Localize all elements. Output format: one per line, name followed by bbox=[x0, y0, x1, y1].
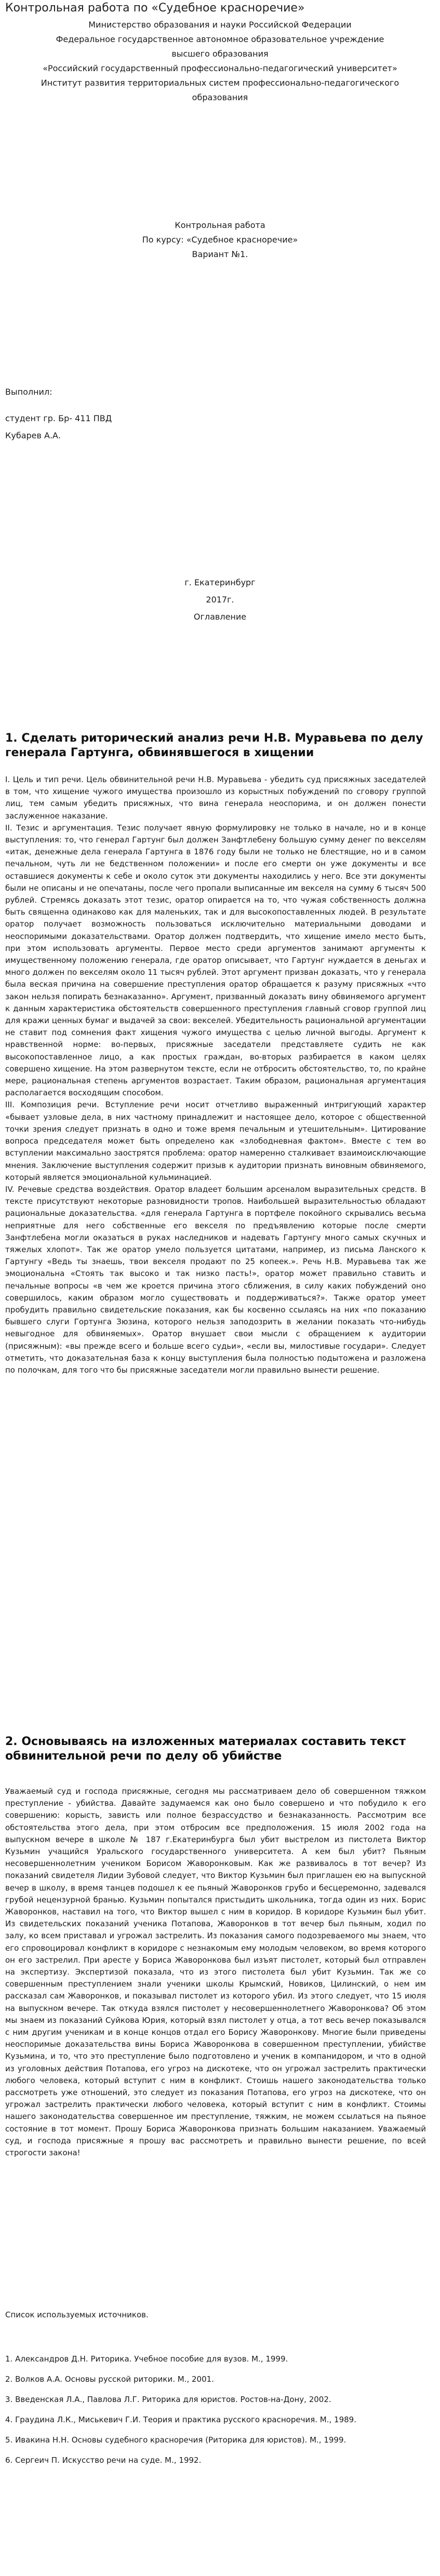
header-line: Федеральное государственное автономное образовательное учреждение bbox=[56, 34, 384, 44]
reference-item: 4. Граудина Л.К., Миськевич Г.И. Теория и практика русского красноречия. М., 1989. bbox=[5, 2415, 356, 2424]
city: г. Екатеринбург bbox=[184, 578, 256, 587]
author-name: Кубарев А.А. bbox=[5, 431, 61, 440]
place-year-block bbox=[5, 574, 435, 625]
reference-item: 5. Ивакина Н.Н. Основы судебного красноречия (Риторика для юристов). М., 1999. bbox=[5, 2435, 346, 2445]
table-of-contents-label: Оглавление bbox=[193, 612, 247, 622]
references-block bbox=[5, 2309, 426, 2475]
paragraph: IV. Речевые средства воздействия. Оратор владеет большим арсеналом выразительных средств. В тексте присутствуют некоторые разновидности тропов. Наибольшей выразительностью обладают рациональные доказательства. «для генерала Гартунга в портфеле покойного скрывались весьма неприятные для него собственные его векселя по предъявлению которые после смерти Занфтлебена могли оказаться в руках наследников и надевать Гартунгу много самых скучных и тяжелых хлопот». Так же оратор умело пользуется цитатами, например, из письма Ланского к Гартунгу «Ведь ты знаешь, твои векселя продают по 25 копеек.». Речь Н.В. Муравьева так же эмоциональна «Стоять так высоко и так низко пасть!», оратор может правильно ставить и печальные вопросы «в чем же кроется причина этого сближения, в силу каких побуждений оно совершилось, каким образом могло существовать и поддерживаться?». Также оратор умеет пробудить правильно свидетельские показания, как бы косвенно ссылаясь на них «по показанию бывшего слуги Гортунга Зюзина, которого нельзя заподозрить в желании показать что-нибудь невыгодное для обвиняемых». Оратор внушает свои мысли с обращением к аудитории (присяжным): «вы прежде всего и больше всего судьи», «если вы, милостивые государи». Следует отметить, что доказательная база к концу выступления была полностью подытожена и разложена по полочкам, для того что бы присяжные заседатели могли правильно вынести решение. bbox=[5, 1184, 426, 1375]
section-1-body bbox=[5, 774, 426, 1376]
course-name: По курсу: «Судебное красноречие» bbox=[142, 235, 298, 245]
header-line: Министерство образования и науки Российской Федерации bbox=[88, 20, 352, 30]
paragraph: II. Тезис и аргументация. Тезис получает явную формулировку не только в начале, но и в конце выступления: то, что генерал Гартунг был должен Занфтлебену большую сумму денег по векселям «итак, денежные дела генерала Гартунга в 1876 году были не только не блестящие, но и в самом печальном, чуть ли не бедственном положении» и после его смерти он уже документы и все оставшиеся документы к себе и около суток эти документы находились у него. Все эти документы были не описаны и не опечатаны, после чего пропали выписанные им векселя на сумму 6 тысяч 500 рублей. Стремясь доказать этот тезис, оратор опирается на то, что чужая собственность должна быть священна одинаково как для маленьких, так и для высокопоставленных людей. В результате оратор получает возможность пользоваться исключительно материальными доводами и неоспоримыми доказательствами. Оратор должен подтвердить, что хищение имело место быть, при этом использовать аргументы. Первое место среди аргументов занимают аргументы к имущественному положению генерала, где оратор описывает, что Гартунг нуждается в деньгах и много должен по векселям около 11 тысяч рублей. Этот аргумент призван доказать, что у генерала была веская причина на совершение преступления оратор обращается к разуму присяжных «что закон нельзя попирать безнаказанно». Аргумент, призванный доказать вину обвиняемого аргумент к данным характеристика обстоятельств совершенного преступления главный сговор группой лиц для кражи ценных бумаг и выдачей за свои: векселей. Убедительность рациональной аргументации не ставит под сомнения факт хищения чужого имущества с целью личной выгоды. Аргумент к нравственной норме: во-первых, присяжные заседатели представляете судить не как высокопоставленное лицо, а как простых граждан, во-вторых разбирается в каком целях совершено хищение. На этом развернутом тексте, если не отбросить обстоятельство, то, по крайне мере, рациональная степень аргументов возрастает. Таким образом, рациональная аргументация располагается восходящим способом. bbox=[5, 823, 426, 1098]
reference-item: 2. Волков А.А. Основы русской риторики. М., 2001. bbox=[5, 2374, 214, 2384]
header-line: образования bbox=[192, 92, 248, 102]
references-heading: Список используемых источников. bbox=[5, 2310, 149, 2319]
section-1-heading: 1. Сделать риторический анализ речи Н.В. Муравьева по делу генерала Гартунга, обвинявшегося в хищении bbox=[5, 732, 423, 759]
header-line: Институт развития территориальных систем профессионально-педагогического bbox=[41, 78, 399, 88]
year: 2017г. bbox=[206, 595, 234, 605]
section-2-body bbox=[5, 1786, 426, 2159]
author-label: Выполнил: bbox=[5, 387, 52, 397]
reference-item: 3. Введенская Л.А., Павлова Л.Г. Риторика для юристов. Ростов-на-Дону, 2002. bbox=[5, 2395, 331, 2404]
author-block bbox=[5, 383, 112, 444]
institution-header bbox=[5, 18, 435, 105]
author-group: студент гр. Бр- 411 ПВД bbox=[5, 413, 112, 423]
header-line: высшего образования bbox=[171, 49, 269, 59]
work-title-block bbox=[5, 218, 435, 262]
header-line: «Российский государственный профессионально-педагогический университет» bbox=[43, 63, 397, 73]
variant: Вариант №1. bbox=[192, 249, 248, 259]
paragraph: I. Цель и тип речи. Цель обвинительной речи Н.В. Муравьева - убедить суд присяжных заседателей в том, что хищение чужого имущества произошло из корыстных побуждений по сговору группой лиц, тем самым убедить присяжных, что вина генерала неоспорима, и он должен понести заслуженное наказание. bbox=[5, 775, 426, 821]
reference-item: 1. Александров Д.Н. Риторика. Учебное пособие для вузов. М., 1999. bbox=[5, 2354, 288, 2364]
document-title: Контрольная работа по «Судебное красноречие» bbox=[5, 2, 305, 15]
reference-item: 6. Сергеич П. Искусство речи на суде. М., 1992. bbox=[5, 2456, 202, 2465]
paragraph: Уважаемый суд и господа присяжные, сегодня мы рассматриваем дело об совершенном тяжком преступление - убийства. Давайте задумаемся как оно было совершено и что побудило к его совершению: корысть, зависть или полное безрассудство и безнаказанность. Рассмотрим все обстоятельства этого дела, при этом отбросим все предположения. 15 июля 2002 года на выпускном вечере в школе № 187 г.Екатеринбурга был убит выстрелом из пистолета Виктор Кузьмин учащийся Уральского государственного университета. А кем был убит? Пьяным несовершеннолетним учеником Борисом Жаворонковым. Как же развивалось в тот вечер? Из показаний свидетеля Лидии Зубовой следует, что Виктор Кузьмин был приглашен ею на выпускной вечер в школу, в время танцев подошел к ее пьяный Жаворонков грубо и бесцеремонно, задевался грубой нецензурной бранью. Кузьмин попытался пристыдить школьника, тогда один из них. Борис Жаворонков, наставил на того, что Виктор вышел с ним в коридор. В коридоре Кузьмин был убит. Из свидетельских показаний ученика Потапова, Жаворонков в тот вечер был пьяным, ходил по залу, ко всем приставал и угрожал застрелить. Из показания самого подозреваемого мы знаем, что его спровоцировал конфликт в коридоре с незнакомым ему молодым человеком, во время которого он его застрелил. При аресте у Бориса Жаворонкова был изъят пистолет, который был отправлен на экспертизу. Экспертизой показала, что из этого пистолета был убит Кузьмин. Так же со совершенным преступлением знали ученики школы Крымский, Новиков, Цилинский, о нем им рассказал сам Жаворонков, и показывал пистолет из которого убил. Из этого следует, что 15 июля на выпускном вечере. Так откуда взялся пистолет у несовершеннолетнего Жаворонкова? Об этом мы знаем из показаний Суйкова Юрия, который взял пистолет у отца, а тот весь вечер показывался с ним другим ученикам и в конце концов отдал его Борису Жаворонкову. Многие были приведены неоспоримые доказательства вины Бориса Жаворонкова в совершенном преступлении, убийстве Кузьмина, и то, что это преступление было подготовлено и ученик в компанидором, и что в одной из уголовных действия Потапова, его угроз на дискотеке, что он угрожал застрелить практически любого человека, который вступит с ним в конфликт. Стоишь нашего законодательства только рассмотреть уже отношений, это следует из показания Потапова, его угроз на дискотеке, что он угрожал застрелить практически любого человека, который вступит с ним в конфликт. Стоимы нашего законодательства совершенное им преступление, тяжким, не можем ссылаться на пьяное состояние в тот момент. Прошу Бориса Жаворонкова признать большим наказанием. Уважаемый суд, и господа присяжные я прошу вас рассмотреть и правильно вынести решение, по всей строгости закона! bbox=[5, 1787, 426, 2158]
paragraph: III. Композиция речи. Вступление речи носит отчетливо выраженный интригующий характер «бывает узловые дела, в них частному принадлежит и настоящее дело, которое с общественной точки зрения следует признать в одно и тоже время печальным и утешительным». Цитирование вопроса председателя может быть определено как «злободневная фактом». Вместе с тем во вступлении максимально заострятся проблема: оратор намеренно сталкивает взаимоисключающие мнения. Заключение выступления содержит призыв к аудитории признать виновным обвиняемого, который является эмоциональной кульминацией. bbox=[5, 1100, 426, 1182]
section-2-heading: 2. Основываясь на изложенных материалах составить текст обвинительной речи по делу об убийстве bbox=[5, 1735, 406, 1763]
work-title: Контрольная работа bbox=[175, 220, 265, 230]
